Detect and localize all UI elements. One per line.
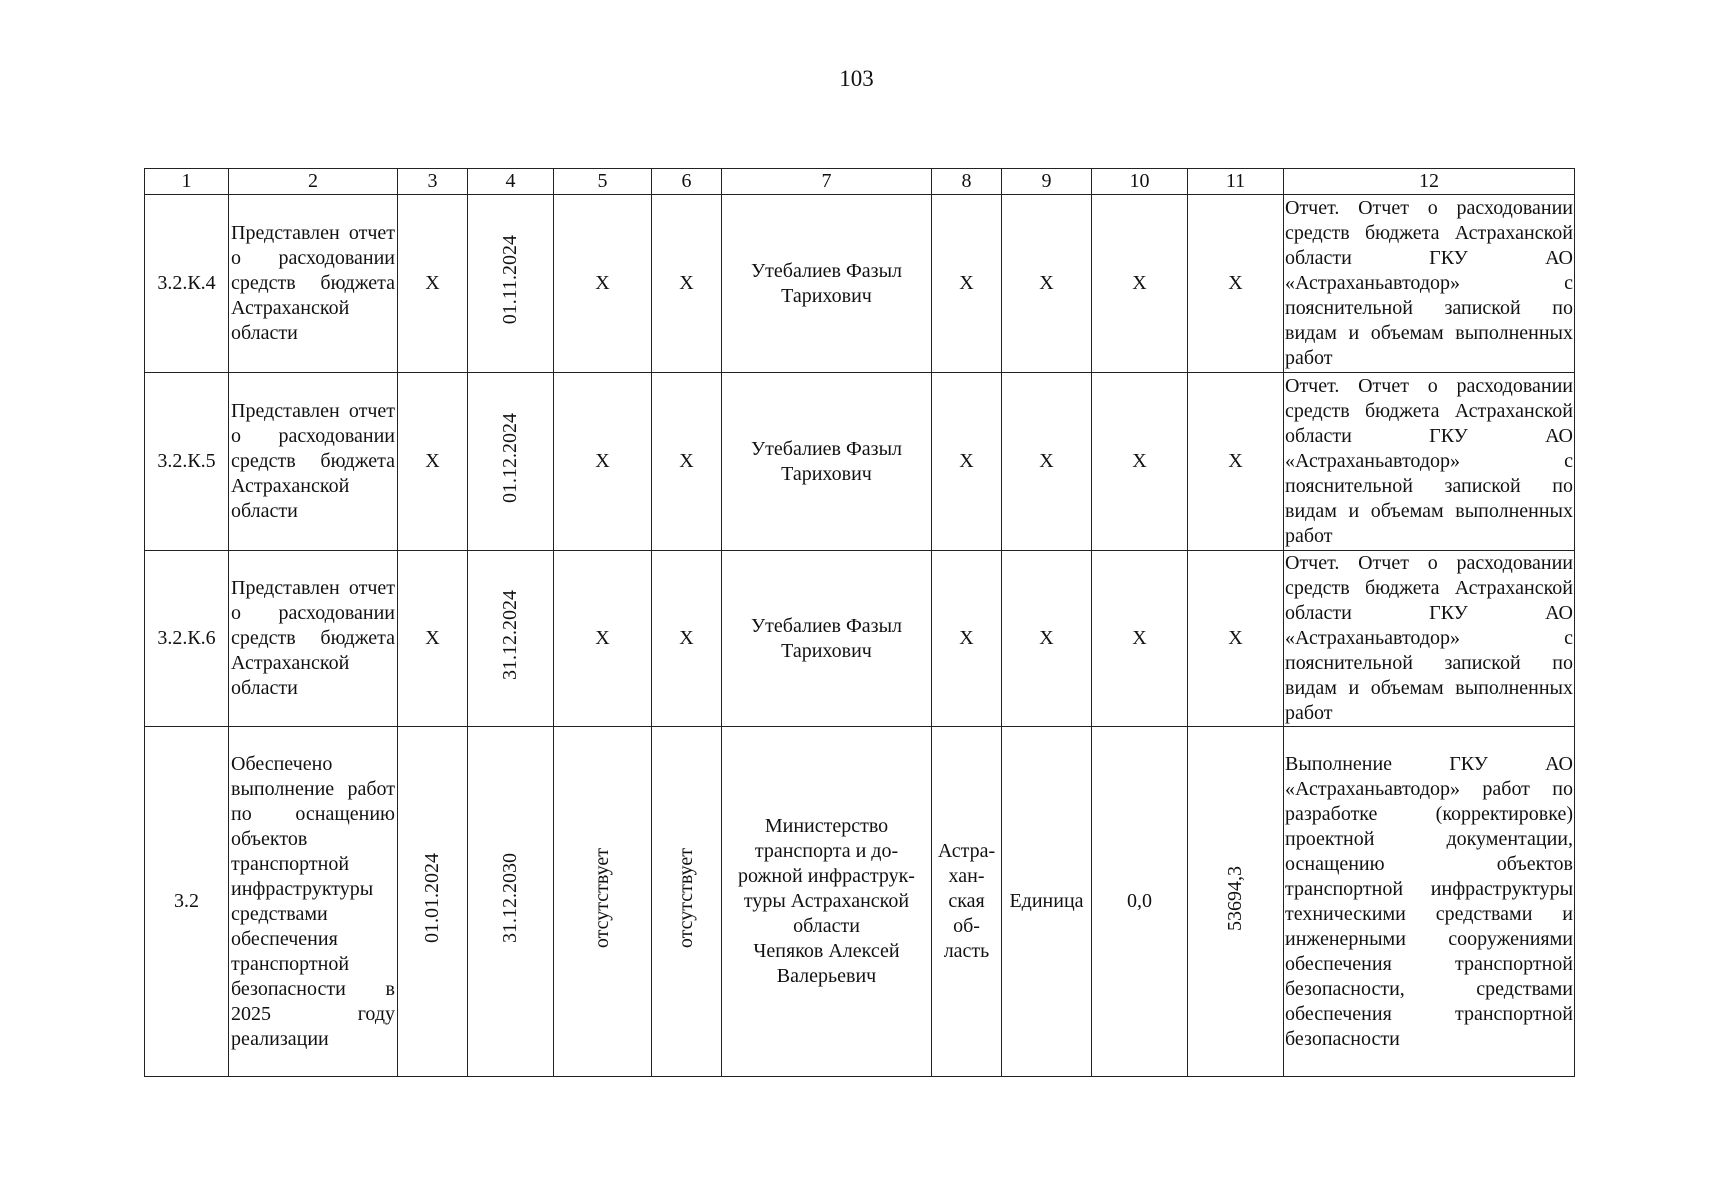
row-description: Представлен отчет о расходовании средств бюджета Астраханской области xyxy=(229,195,398,373)
column-number: 6 xyxy=(652,169,722,195)
cell-unit: Единица xyxy=(1002,727,1092,1077)
cell-result: Выполнение ГКУ АО «Астраханьавтодор» работ по разработке (корректировке) проектной документации, оснащению объектов транспортной инфраструктуры техническими средствами и инженерными сооружениями обеспечения транспортной безопасности, средствами обеспечения транспортной безопасности xyxy=(1284,727,1575,1077)
date-text: 01.11.2024 xyxy=(499,235,521,325)
cell-responsible: Утебалиев Фазыл Тарихович xyxy=(722,373,932,551)
region-line: хан- xyxy=(948,865,985,887)
responsible-line: Валерьевич xyxy=(776,965,877,987)
cell-result: Отчет. Отчет о расходовании средств бюджета Астраханской области ГКУ АО «Астраханьавтодор» с пояснительной запиской по видам и объемам выполненных работ xyxy=(1284,195,1575,373)
cell-col10: Х xyxy=(1092,195,1188,373)
column-number-row xyxy=(145,169,1575,195)
column-number: 2 xyxy=(229,169,398,195)
cell-col8: Х xyxy=(932,195,1002,373)
cell-col5: Х xyxy=(554,551,652,727)
cell-result: Отчет. Отчет о расходовании средств бюджета Астраханской области ГКУ АО «Астраханьавтодор» с пояснительной запиской по видам и объемам выполненных работ xyxy=(1284,551,1575,727)
column-number: 1 xyxy=(145,169,229,195)
cell-date xyxy=(468,373,554,551)
row-description: Обеспечено выполнение работ по оснащению объектов транспортной инфраструктуры средствами обеспечения транспортной безопасности в 2025 году реализации xyxy=(229,727,398,1077)
cell-col5 xyxy=(554,727,652,1077)
cell-col11: Х xyxy=(1188,373,1284,551)
row-id: 3.2.К.4 xyxy=(145,195,229,373)
column-number: 7 xyxy=(722,169,932,195)
row-id: 3.2.К.5 xyxy=(145,373,229,551)
cell-end-date xyxy=(468,727,554,1077)
cell-col10: Х xyxy=(1092,373,1188,551)
date-text: 01.12.2024 xyxy=(499,413,521,503)
cell-col6: Х xyxy=(652,551,722,727)
cell-result: Отчет. Отчет о расходовании средств бюджета Астраханской области ГКУ АО «Астраханьавтодор» с пояснительной запиской по видам и объемам выполненных работ xyxy=(1284,373,1575,551)
date-text: 31.12.2024 xyxy=(499,590,521,680)
cell-col5: Х xyxy=(554,195,652,373)
table-row xyxy=(145,195,1575,373)
plan-table xyxy=(144,168,1575,1077)
responsible-line: области xyxy=(793,915,860,937)
responsible-line: рожной инфраструк- xyxy=(738,865,915,887)
region-line: ская xyxy=(948,890,985,912)
cell-responsible: Утебалиев Фазыл Тарихович xyxy=(722,551,932,727)
cell-col6: Х xyxy=(652,195,722,373)
column-number: 3 xyxy=(398,169,468,195)
start-date-text: 01.01.2024 xyxy=(421,853,443,943)
cell-amount xyxy=(1188,727,1284,1077)
cell-col6 xyxy=(652,727,722,1077)
responsible-line: транспорта и до- xyxy=(754,840,899,862)
cell-responsible: Утебалиев Фазыл Тарихович xyxy=(722,195,932,373)
end-date-text: 31.12.2030 xyxy=(499,853,521,943)
region-line: об- xyxy=(953,915,980,937)
table-row xyxy=(145,551,1575,727)
row-id: 3.2 xyxy=(145,727,229,1077)
cell-col3: Х xyxy=(398,373,468,551)
table-row xyxy=(145,727,1575,1077)
cell-responsible xyxy=(722,727,932,1077)
row-id: 3.2.К.6 xyxy=(145,551,229,727)
region-line: Астра- xyxy=(937,840,996,862)
table-row xyxy=(145,373,1575,551)
page-number: 103 xyxy=(839,66,874,91)
cell-col3: Х xyxy=(398,551,468,727)
cell-col8: Х xyxy=(932,551,1002,727)
cell-col3: Х xyxy=(398,195,468,373)
cell-col10: Х xyxy=(1092,551,1188,727)
cell-col9: Х xyxy=(1002,373,1092,551)
cell-col6: Х xyxy=(652,373,722,551)
column-number: 10 xyxy=(1092,169,1188,195)
cell-col11: Х xyxy=(1188,551,1284,727)
region-line: ласть xyxy=(943,940,990,962)
responsible-line: Чепяков Алексей xyxy=(753,940,900,962)
responsible-line: туры Астраханской xyxy=(743,890,910,912)
cell-date xyxy=(468,551,554,727)
cell-col11: Х xyxy=(1188,195,1284,373)
column-number: 8 xyxy=(932,169,1002,195)
cell-date xyxy=(468,195,554,373)
cell-col9: Х xyxy=(1002,551,1092,727)
column-number: 11 xyxy=(1188,169,1284,195)
cell-col9: Х xyxy=(1002,195,1092,373)
row-description: Представлен отчет о расходовании средств бюджета Астраханской области xyxy=(229,373,398,551)
cell-col8: Х xyxy=(932,373,1002,551)
row-description: Представлен отчет о расходовании средств бюджета Астраханской области xyxy=(229,551,398,727)
cell-value: 0,0 xyxy=(1092,727,1188,1077)
col5-text: отсутствует xyxy=(591,847,613,949)
cell-start-date xyxy=(398,727,468,1077)
responsible-line: Министерство xyxy=(764,815,889,837)
amount-text: 53694,3 xyxy=(1224,865,1246,931)
column-number: 9 xyxy=(1002,169,1092,195)
column-number: 5 xyxy=(554,169,652,195)
col6-text: отсутствует xyxy=(675,847,697,949)
column-number: 4 xyxy=(468,169,554,195)
cell-col5: Х xyxy=(554,373,652,551)
column-number: 12 xyxy=(1284,169,1575,195)
cell-region xyxy=(932,727,1002,1077)
